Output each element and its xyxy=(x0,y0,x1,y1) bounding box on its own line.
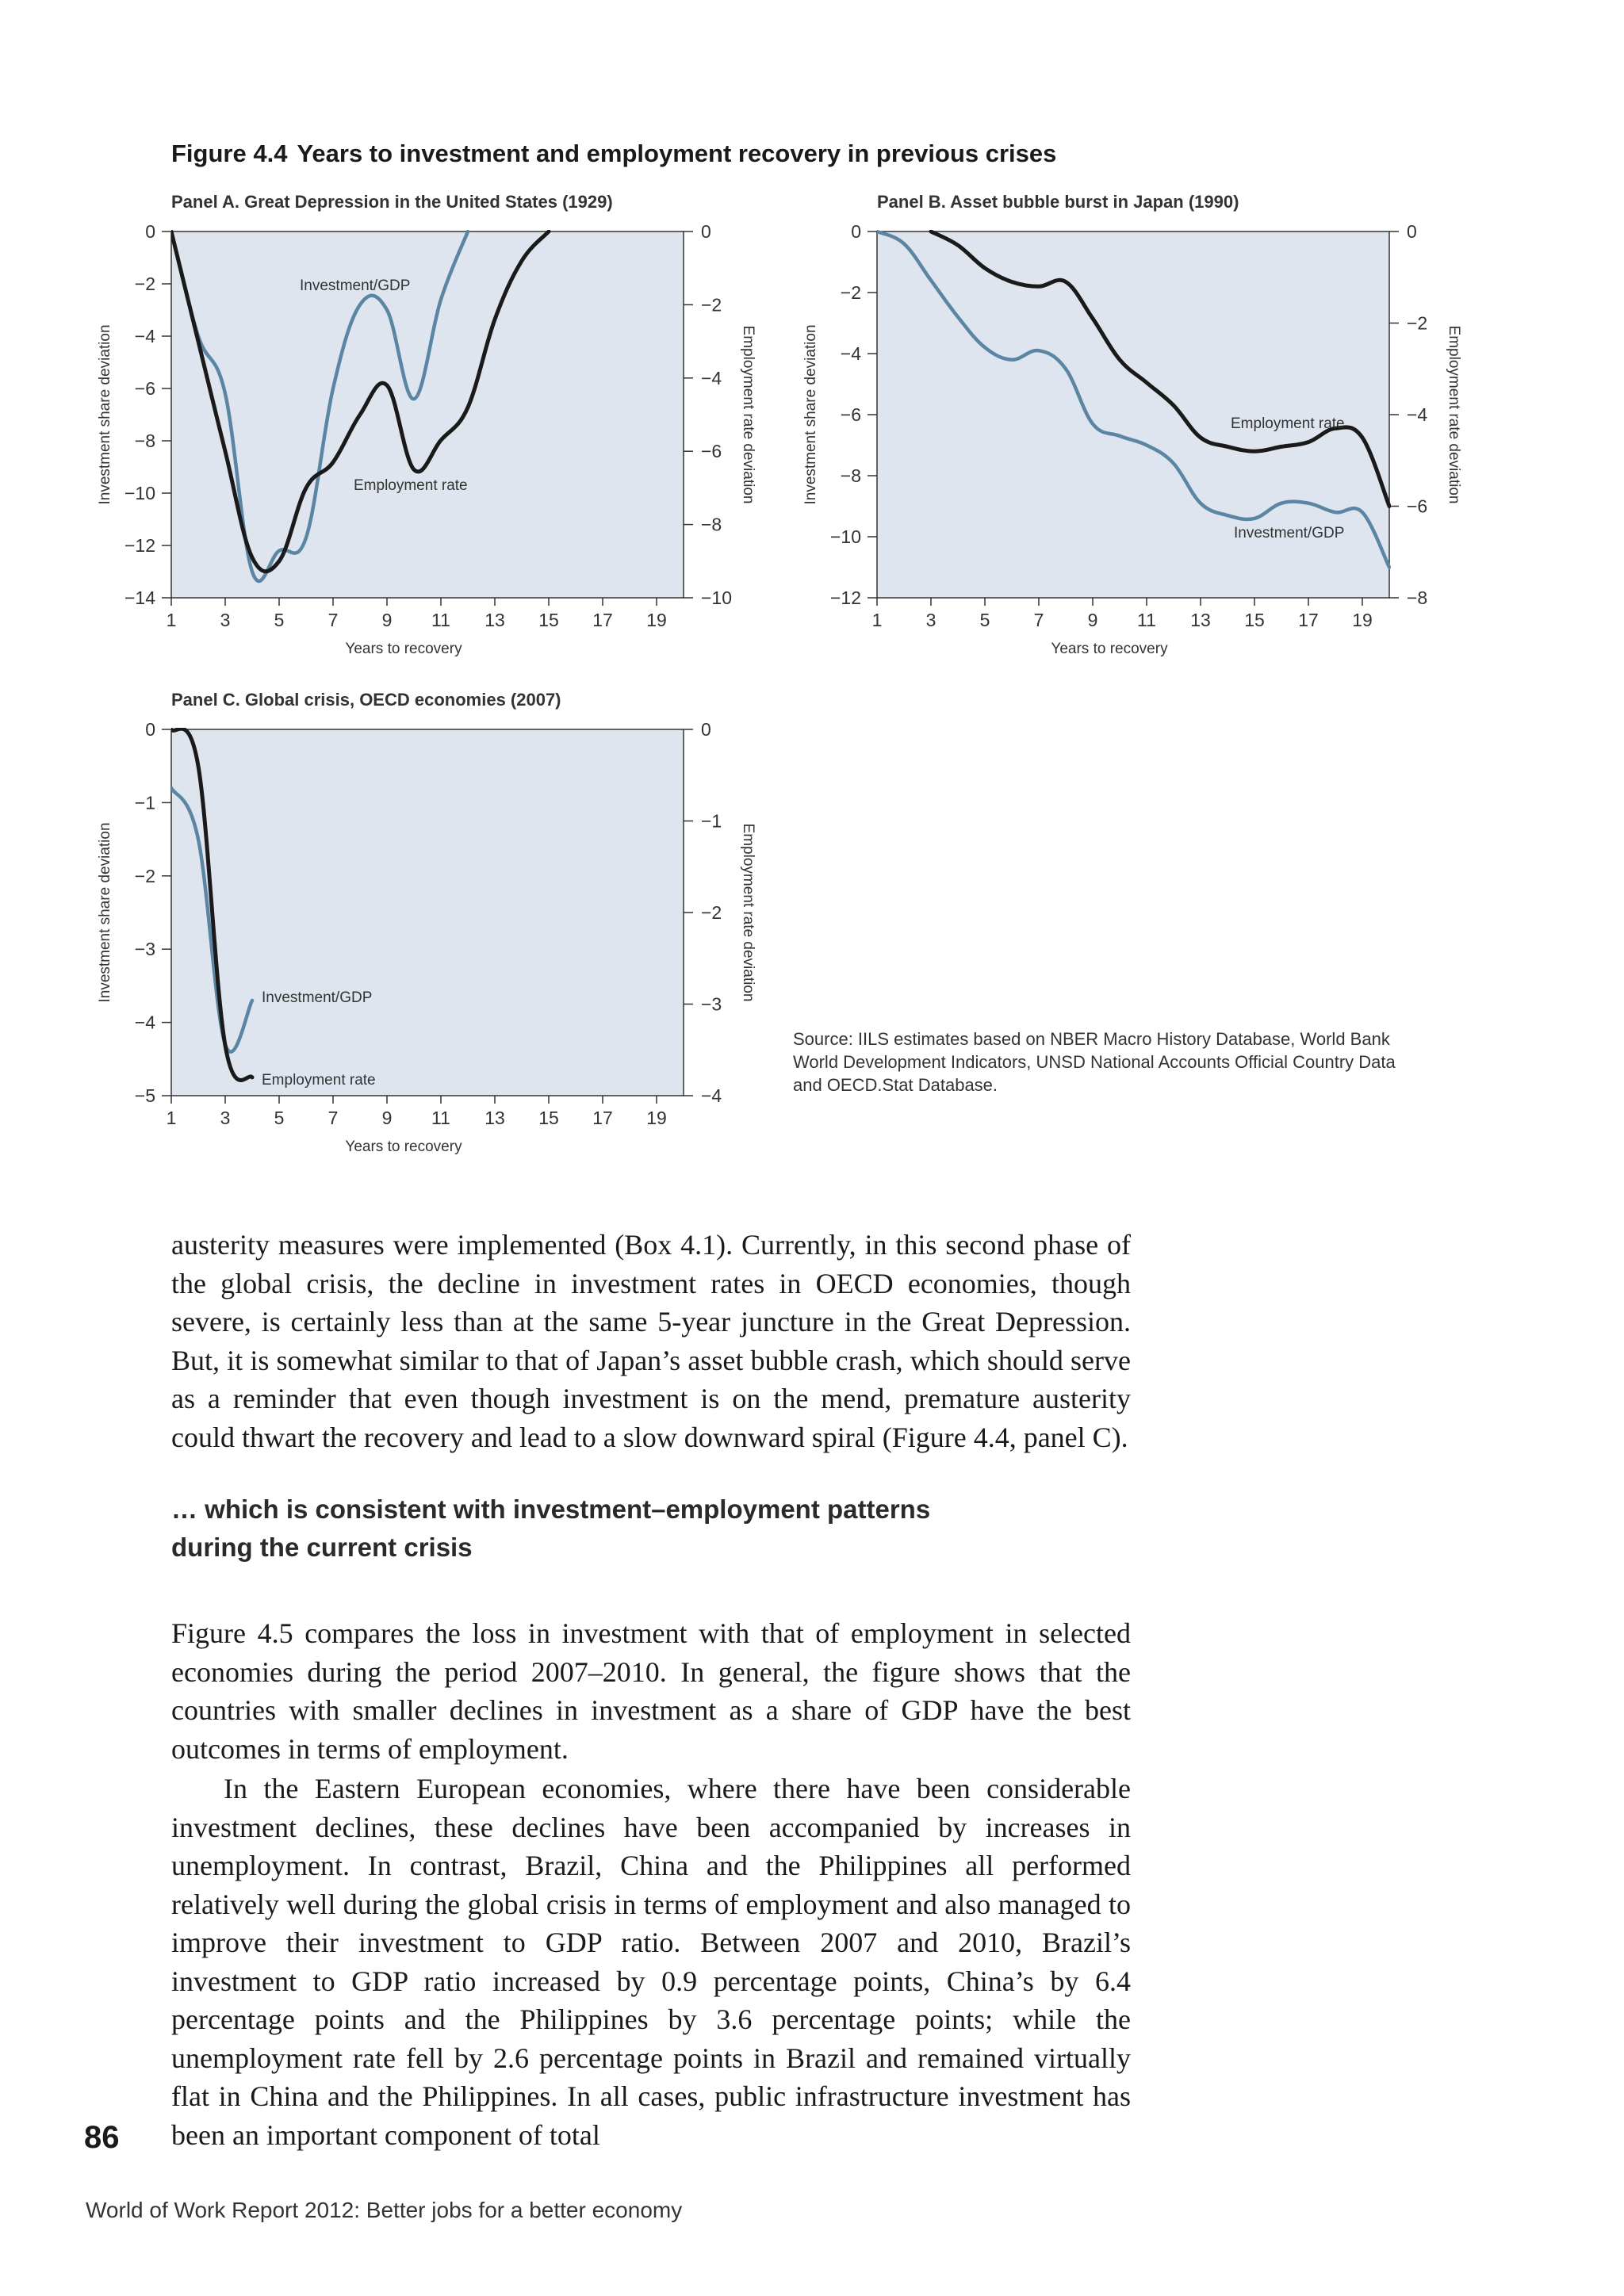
x-tick-label: 19 xyxy=(646,1108,667,1128)
y-right-tick-label: 0 xyxy=(701,719,711,740)
page-number: 86 xyxy=(84,2120,120,2155)
paragraph-2: Figure 4.5 compares the loss in investment with that of employment in selected economies during the period 2007–2010. In general, the figure shows that the countries with smaller declines in investment as a share of GDP have the best outcomes in terms of employment. xyxy=(171,1617,1131,1765)
y-right-tick-label: 0 xyxy=(701,221,711,242)
x-tick-label: 13 xyxy=(485,610,505,630)
y-left-tick-label: −3 xyxy=(134,939,155,960)
y-right-tick-label: −6 xyxy=(1407,496,1428,517)
y-right-tick-label: −2 xyxy=(1407,312,1428,334)
y-left-tick-label: −12 xyxy=(124,535,155,556)
y-left-tick-label: −4 xyxy=(840,343,861,364)
y-right-tick-label: −2 xyxy=(701,294,722,316)
x-tick-label: 1 xyxy=(166,1108,177,1128)
x-tick-label: 3 xyxy=(220,610,231,630)
y-left-tick-label: −2 xyxy=(840,282,861,303)
plot-area xyxy=(877,232,1389,598)
y-left-tick-label: −8 xyxy=(840,465,861,486)
x-tick-label: 7 xyxy=(1033,610,1044,630)
panel-title: Panel C. Global crisis, OECD economies (2007) xyxy=(171,690,561,710)
x-tick-label: 11 xyxy=(431,610,450,630)
figure-number: Figure 4.4 xyxy=(171,140,288,167)
x-tick-label: 9 xyxy=(1087,610,1098,630)
y-right-axis-label: Employment rate deviation xyxy=(1446,325,1462,504)
x-tick-label: 3 xyxy=(220,1108,231,1128)
x-tick-label: 7 xyxy=(327,1108,339,1128)
paragraph-3: In the Eastern European economies, where there have been considerable investment declines, these declines have been accompanied by increases in unemployment. In contrast, Brazil, China and the Philippines all performed relatively well during the global crisis in terms of employment and also managed to improve their investment to GDP ratio. Between 2007 and 2010, Brazil’s investment to GDP ratio increased by 0.9 percentage points, China’s by 6.4 percentage points and the Philippines by 3.6 percentage points; while the unemployment rate fell by 2.6 percentage points in Brazil and remained virtually flat in China and the Philippines. In all cases, public infrastructure investment has been an important component of total xyxy=(171,1773,1131,2151)
y-left-tick-label: −8 xyxy=(134,430,155,451)
figure-title xyxy=(171,140,1056,168)
x-tick-label: 1 xyxy=(871,610,883,630)
x-tick-label: 1 xyxy=(166,610,177,630)
x-tick-label: 5 xyxy=(274,610,285,630)
y-right-tick-label: −4 xyxy=(701,367,722,388)
x-axis-label: Years to recovery xyxy=(345,1138,462,1155)
y-left-tick-label: −4 xyxy=(134,326,155,346)
y-left-tick-label: −6 xyxy=(840,404,861,425)
x-tick-label: 19 xyxy=(646,610,667,630)
figure-caption: Years to investment and employment recovery in previous crises xyxy=(297,140,1057,167)
x-tick-label: 15 xyxy=(538,1108,559,1128)
section-heading-line1: … which is consistent with investment–employment patterns xyxy=(171,1494,931,1524)
x-tick-label: 13 xyxy=(1190,610,1211,630)
y-left-tick-label: −10 xyxy=(124,483,155,503)
chart-panel-b xyxy=(793,189,1491,664)
x-axis-label: Years to recovery xyxy=(345,641,462,657)
y-left-axis-label: Investment share deviation xyxy=(97,324,113,505)
series-annotation: Employment rate xyxy=(354,477,468,494)
x-tick-label: 5 xyxy=(274,1108,285,1128)
x-tick-label: 17 xyxy=(592,1108,613,1128)
plot-area xyxy=(171,729,684,1096)
y-right-axis-label: Employment rate deviation xyxy=(740,823,756,1002)
chart-panel-c xyxy=(87,687,769,1162)
y-left-tick-label: 0 xyxy=(145,221,155,242)
y-right-tick-label: −3 xyxy=(701,993,722,1015)
y-left-tick-label: −5 xyxy=(134,1085,155,1106)
y-left-tick-label: −12 xyxy=(829,587,861,608)
y-right-tick-label: 0 xyxy=(1407,221,1417,242)
y-left-tick-label: 0 xyxy=(145,719,155,740)
series-annotation: Investment/GDP xyxy=(300,277,411,294)
y-left-tick-label: −2 xyxy=(134,865,155,886)
x-tick-label: 5 xyxy=(979,610,990,630)
paragraph-1: austerity measures were implemented (Box 4.1). Currently, in this second phase of the global crisis, the decline in investment rates in OECD economies, though severe, is certainly less than at the same 5-year juncture in the Great Depression. But, it is somewhat similar to that of Japan’s asset bubble crash, which should serve as a reminder that even though investment is on the mend, premature austerity could thwart the recovery and lead to a slow downward spiral (Figure 4.4, panel C). xyxy=(171,1229,1131,1453)
y-right-tick-label: −8 xyxy=(1407,587,1428,608)
x-tick-label: 11 xyxy=(1137,610,1156,630)
y-left-tick-label: −1 xyxy=(134,792,155,813)
y-right-tick-label: −2 xyxy=(701,902,722,923)
x-tick-label: 17 xyxy=(1298,610,1319,630)
series-annotation: Investment/GDP xyxy=(262,989,373,1006)
y-right-tick-label: −6 xyxy=(701,441,722,462)
series-annotation: Employment rate xyxy=(1231,415,1345,432)
x-tick-label: 7 xyxy=(327,610,339,630)
y-right-tick-label: −8 xyxy=(701,514,722,535)
y-left-tick-label: −4 xyxy=(134,1012,155,1033)
x-axis-label: Years to recovery xyxy=(1051,641,1168,657)
series-annotation: Employment rate xyxy=(262,1072,376,1089)
x-tick-label: 9 xyxy=(381,610,393,630)
y-right-tick-label: −1 xyxy=(701,810,722,832)
y-right-tick-label: −4 xyxy=(1407,404,1428,425)
x-tick-label: 11 xyxy=(431,1108,450,1128)
section-heading-line2: during the current crisis xyxy=(171,1533,473,1562)
y-left-tick-label: 0 xyxy=(851,221,861,242)
x-tick-label: 9 xyxy=(381,1108,393,1128)
panel-title: Panel A. Great Depression in the United States (1929) xyxy=(171,192,613,212)
x-tick-label: 17 xyxy=(592,610,613,630)
source-note: Source: IILS estimates based on NBER Macro History Database, World Bank World Development Indicators, UNSD National Accounts Official Country Data and OECD.Stat Database. xyxy=(793,1029,1396,1095)
x-tick-label: 19 xyxy=(1352,610,1373,630)
y-right-tick-label: −10 xyxy=(701,587,733,608)
y-right-tick-label: −4 xyxy=(701,1085,722,1106)
chart-panel-a xyxy=(87,189,769,664)
series-annotation: Investment/GDP xyxy=(1234,525,1345,541)
y-left-axis-label: Investment share deviation xyxy=(97,822,113,1003)
y-left-axis-label: Investment share deviation xyxy=(802,324,819,505)
y-left-tick-label: −10 xyxy=(829,526,861,547)
x-tick-label: 13 xyxy=(485,1108,505,1128)
y-left-tick-label: −6 xyxy=(134,378,155,399)
y-right-axis-label: Employment rate deviation xyxy=(740,325,756,504)
y-left-tick-label: −2 xyxy=(134,274,155,294)
section-heading xyxy=(171,1490,1044,1567)
x-tick-label: 15 xyxy=(1244,610,1265,630)
y-left-tick-label: −14 xyxy=(124,587,155,608)
running-footer: World of Work Report 2012: Better jobs for a better economy xyxy=(86,2198,683,2222)
x-tick-label: 15 xyxy=(538,610,559,630)
panel-title: Panel B. Asset bubble burst in Japan (1990) xyxy=(877,192,1239,212)
x-tick-label: 3 xyxy=(925,610,936,630)
